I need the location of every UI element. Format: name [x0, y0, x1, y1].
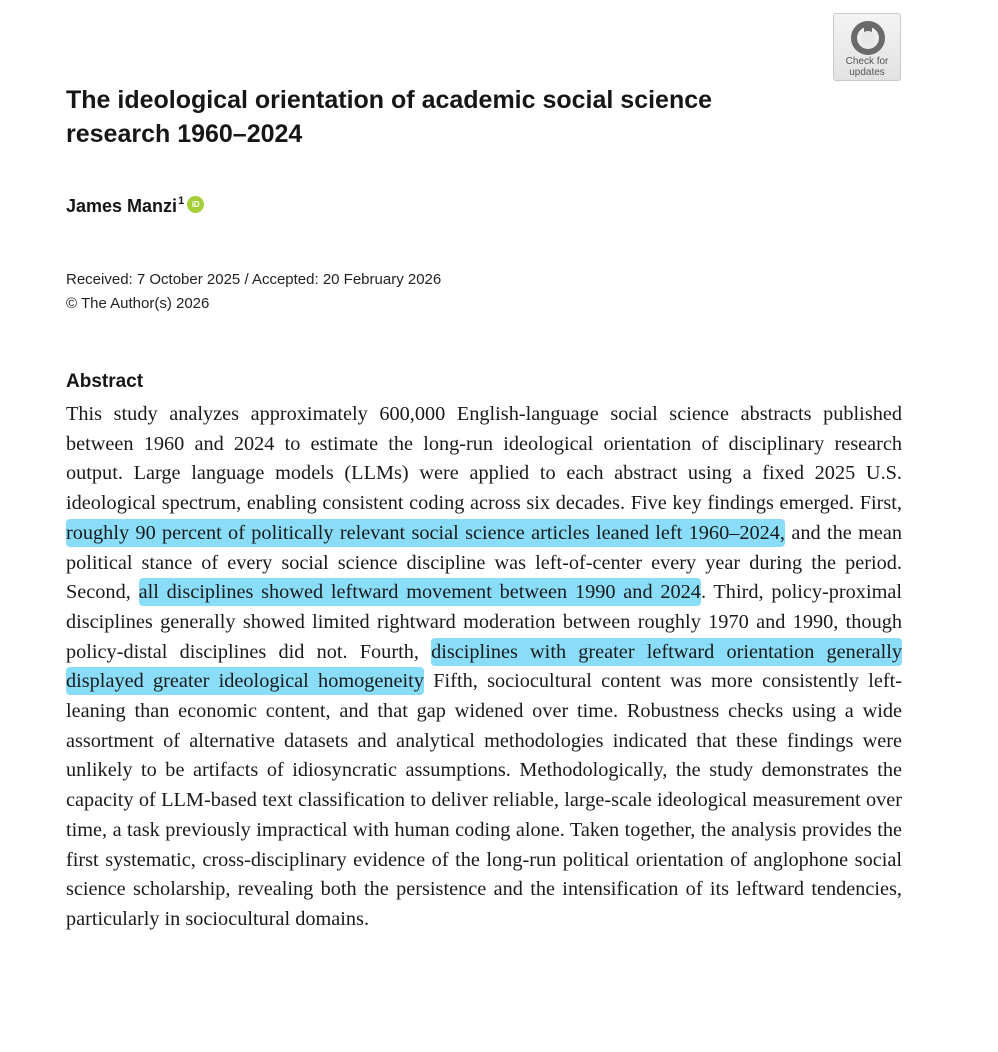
author-line — [66, 196, 204, 217]
highlight-finding-two: all disciplines showed leftward movement between 1990 and 2024 — [139, 578, 701, 606]
paper-title: The ideological orientation of academic social science research 1960–2024 — [66, 86, 713, 148]
received-accepted-dates: Received: 7 October 2025 / Accepted: 20 February 2026 — [66, 271, 442, 288]
badge-line-1: Check for — [845, 56, 889, 67]
abstract-text: This study analyzes approximately 600,000 English-language social science abstracts published between 1960 and 2024 to estimate the long-run ideological orientation of disciplinary research output. Large language models (LLMs) were applied to each abstract using a fixed 2025 U.S. ideological spectrum, enabling consistent coding across six decades. Five key findings emerged. First, — [66, 403, 902, 515]
abstract-text: . Third, policy-proximal disciplines generally showed limited rightward moderation between roughly 1970 and 1990, though policy-distal disciplines did not. Fourth, — [66, 581, 902, 663]
copyright-notice: © The Author(s) 2026 — [66, 295, 210, 312]
orcid-icon[interactable]: iD — [187, 196, 204, 213]
abstract-text: and the mean political stance of every social science discipline was left-of-center every year during the period. Second, — [66, 521, 902, 604]
check-for-updates-badge[interactable] — [833, 13, 901, 81]
abstract-heading: Abstract — [66, 371, 144, 392]
abstract-body — [66, 400, 902, 935]
affiliation-mark: 1 — [178, 195, 185, 207]
author-name: James Manzi — [66, 196, 178, 216]
badge-line-2: updates — [849, 67, 885, 78]
publication-dates — [66, 268, 441, 316]
check-updates-icon — [850, 20, 886, 56]
abstract-text: Fifth, sociocultural content was more consistently left-leaning than economic content, and that gap widened over time. Robustness checks using a wide assortment of alternative datasets and analytical methodologies indicated that these findings were unlikely to be artifacts of idiosyncratic assumptions. Methodologically, the study demonstrates the capacity of LLM-based text classification to deliver reliable, large-scale ideological measurement over time, a task previously impractical with human coding alone. Taken together, the analysis provides the first systematic, cross-disciplinary evidence of the long-run political orientation of anglophone social science scholarship, revealing both the persistence and the intensification of its leftward tendencies, particularly in sociocultural domains. — [66, 670, 903, 930]
highlight-finding-one: roughly 90 percent of politically relevant social science articles leaned left 1960–2024, — [66, 519, 785, 547]
highlight-finding-four: disciplines with greater leftward orientation generally displayed greater ideological homogeneity — [66, 638, 902, 696]
